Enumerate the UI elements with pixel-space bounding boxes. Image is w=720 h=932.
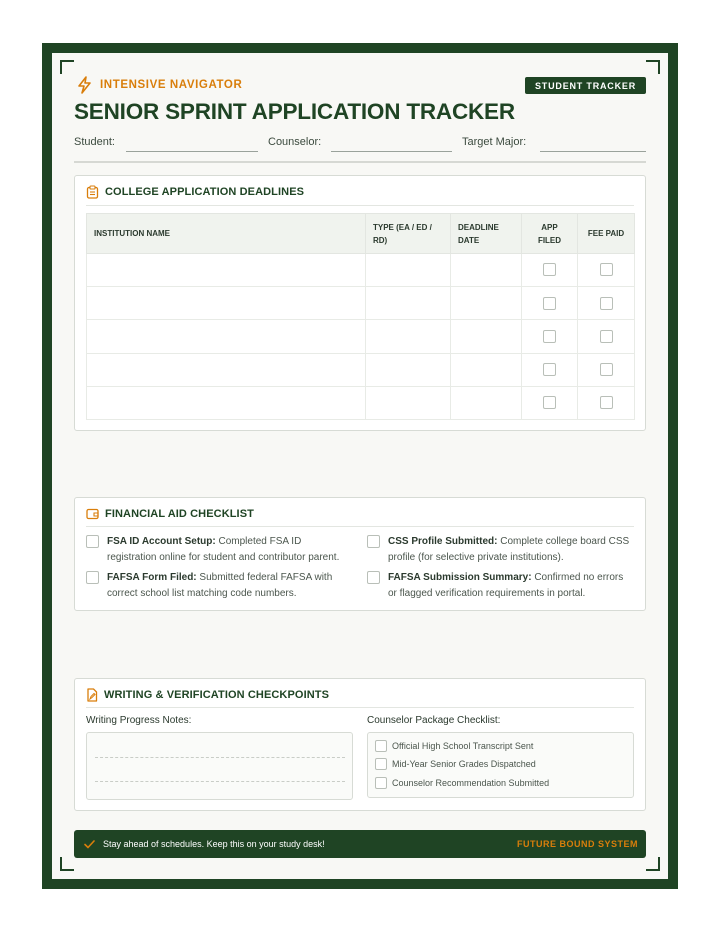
package-item-label: Official High School Transcript Sent [392,741,534,751]
brand [76,76,242,94]
aid-item-text: Complete college board CSS profile (for selective private institutions). [388,536,630,563]
aid-checkbox[interactable] [367,535,380,548]
aid-item-label: FSA ID Account Setup: [107,536,216,547]
lightning-icon [76,76,93,94]
institution-cell[interactable] [87,287,366,320]
aid-checkbox[interactable] [86,571,99,584]
table-row [87,287,635,320]
deadline-cell[interactable] [451,320,522,353]
table-row [87,320,635,353]
aid-item-fsa-id [86,534,352,565]
aid-item-text: Submitted federal FAFSA with correct school list matching code numbers. [107,572,333,599]
corner-mark [646,857,660,871]
brand-name: INTENSIVE NAVIGATOR [100,79,243,91]
package-checklist [367,732,634,798]
student-label: Student: [74,136,115,148]
institution-cell[interactable] [87,320,366,353]
deadline-cell[interactable] [451,386,522,419]
package-label: Counselor Package Checklist: [367,715,501,726]
card-divider [86,526,634,527]
col-type: TYPE (EA / ED / RD) [366,214,451,254]
writing-title-text: WRITING & VERIFICATION CHECKPOINTS [104,689,330,701]
info-fields [74,136,646,152]
footer-bar [74,830,646,858]
col-deadline-date: DEADLINE DATE [451,214,522,254]
aid-item-label: CSS Profile Submitted: [388,536,498,547]
app-filed-checkbox[interactable] [543,297,556,310]
student-field[interactable] [126,151,258,152]
type-cell[interactable] [366,254,451,287]
deadline-cell[interactable] [451,353,522,386]
app-filed-checkbox[interactable] [543,363,556,376]
writing-notes-input[interactable] [86,732,353,800]
document-edit-icon [86,688,98,702]
table-row [87,386,635,419]
deadlines-table [86,213,635,420]
deadlines-title [86,185,304,199]
target-major-field[interactable] [540,151,646,152]
aid-item-css-profile [367,534,633,565]
package-checkbox[interactable] [375,777,387,789]
institution-cell[interactable] [87,254,366,287]
fee-paid-checkbox[interactable] [600,396,613,409]
corner-mark [646,60,660,74]
writing-notes-label: Writing Progress Notes: [86,715,192,726]
app-filed-checkbox[interactable] [543,396,556,409]
deadline-cell[interactable] [451,254,522,287]
counselor-field[interactable] [331,151,452,152]
wallet-icon [86,507,99,520]
aid-item-fafsa-summary [367,570,633,601]
fee-paid-checkbox[interactable] [600,363,613,376]
type-cell[interactable] [366,386,451,419]
corner-mark [60,60,74,74]
note-line [95,757,345,758]
institution-cell[interactable] [87,386,366,419]
fee-paid-checkbox[interactable] [600,330,613,343]
student-tracker-badge: STUDENT TRACKER [525,77,646,94]
corner-mark [60,857,74,871]
package-item [375,758,536,770]
type-cell[interactable] [366,287,451,320]
financial-aid-title [86,507,254,520]
footer-brand: FUTURE BOUND SYSTEM [516,839,638,849]
package-item [375,740,533,752]
col-fee-paid: FEE PAID [578,214,635,254]
package-item [375,777,549,789]
type-cell[interactable] [366,320,451,353]
aid-item-label: FAFSA Submission Summary: [388,572,532,583]
card-divider [86,205,634,206]
writing-title [86,688,329,702]
package-item-label: Mid-Year Senior Grades Dispatched [392,759,536,769]
header-divider [74,161,646,163]
financial-aid-title-text: FINANCIAL AID CHECKLIST [105,507,254,520]
aid-item-text: Confirmed no errors or flagged verification requirements in portal. [388,572,624,599]
app-filed-checkbox[interactable] [543,330,556,343]
table-row [87,353,635,386]
aid-item-text: Completed FSA ID registration online for student and contributor parent. [107,536,340,563]
aid-item-fafsa-filed [86,570,352,601]
deadline-cell[interactable] [451,287,522,320]
page-title: SENIOR SPRINT APPLICATION TRACKER [74,99,515,124]
checkmark-icon [84,840,95,849]
package-item-label: Counselor Recommendation Submitted [392,778,550,788]
clipboard-icon [86,185,99,199]
card-divider [86,707,634,708]
package-checkbox[interactable] [375,758,387,770]
package-checkbox[interactable] [375,740,387,752]
footer-message: Stay ahead of schedules. Keep this on your study desk! [103,839,325,849]
aid-checkbox[interactable] [86,535,99,548]
target-major-label: Target Major: [462,136,527,148]
aid-item-label: FAFSA Form Filed: [107,572,197,583]
fee-paid-checkbox[interactable] [600,263,613,276]
aid-checkbox[interactable] [367,571,380,584]
col-institution-name: INSTITUTION NAME [87,214,366,254]
table-header-row [87,214,635,254]
app-filed-checkbox[interactable] [543,263,556,276]
type-cell[interactable] [366,353,451,386]
fee-paid-checkbox[interactable] [600,297,613,310]
deadlines-title-text: COLLEGE APPLICATION DEADLINES [105,186,305,198]
col-app-filed: APP FILED [522,214,578,254]
institution-cell[interactable] [87,353,366,386]
table-row [87,254,635,287]
note-line [95,781,345,782]
counselor-label: Counselor: [268,136,322,148]
